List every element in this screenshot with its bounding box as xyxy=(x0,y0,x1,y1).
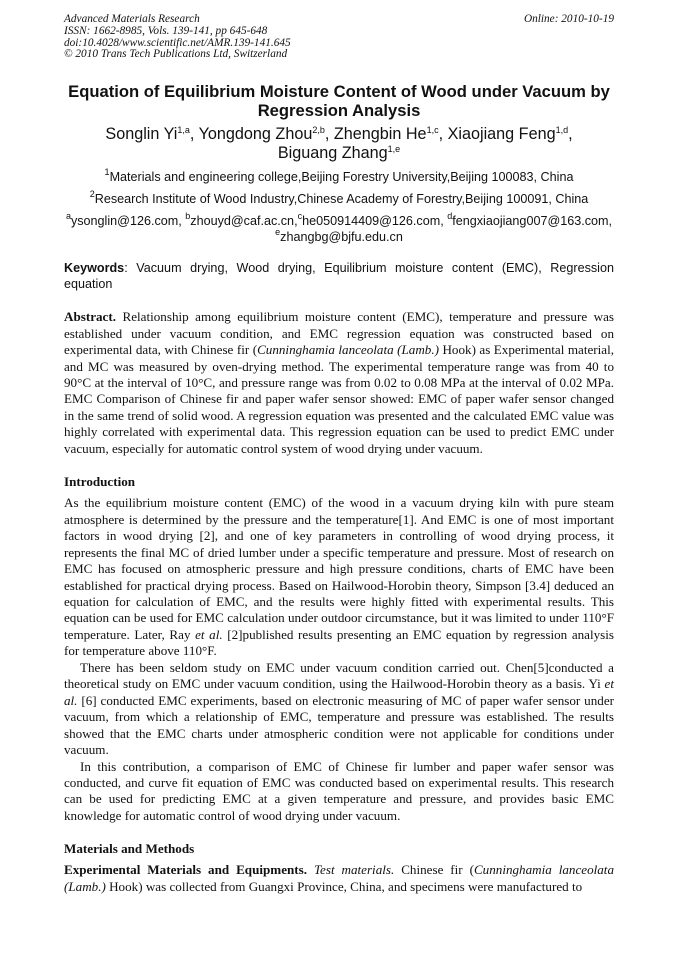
species-name: Cunninghamia lanceolata (Lamb.) xyxy=(64,862,614,894)
intro-paragraph-3: In this contribution, a comparison of EMC of Chinese fir lumber and paper wafer sensor was conducted, and curve fit equation of EMC was conducted based on experimental results. This research can be used for predicting EMC at a given temperature and pressure, and provides basic EMC knowledge for automatic control of wood drying under vacuum. xyxy=(64,758,614,823)
author-list: Songlin Yi$^{1,a}$, Yongdong Zhou$^{2,b}$, Zhengbin He$^{1,c}$, Xiaojiang Feng$^{1,d}$, Biguang Zhang$^{1,e}$ xyxy=(105,125,573,163)
copyright: © 2010 Trans Tech Publications Ltd, Switzerland xyxy=(64,48,288,61)
text: [6] conducted EMC experiments, based on electronic measuring of MC of paper wafer sensor under vacuum, from which a relationship of EMC, temperature and pressure was established. The results showed that the EMC charts under atmospheric condition were not applicable for conditions under vacuum. xyxy=(64,692,614,758)
text-italic: et al. xyxy=(64,676,614,708)
author-sup: 1,a xyxy=(177,125,190,136)
email[interactable]: fengxiaojiang007@163.com xyxy=(452,214,609,229)
text: [2]published results presenting an EMC equation by regression analysis for temperature above 110°F. xyxy=(64,626,614,659)
email[interactable]: zhangbg@bjfu.edu.cn xyxy=(280,230,403,245)
text-italic: et al. xyxy=(195,626,223,642)
section-heading-introduction: Introduction xyxy=(64,474,136,490)
text: As the equilibrium moisture content (EMC) of the wood in a vacuum drying kiln with pure steam atmosphere is determined by the pressure and the temperature[1]. And EMC is one of most important factors in wood drying [2], and one of key parameters in controlling of wood drying process, it represents the final MC of dried lumber under a specific temperature and pressure. Most of research on EMC has focused on atmospheric pressure and high pressure conditions, charts of EMC have been established for practical drying process. Based on Hailwood-Horobin theory, Simpson [3.4] deduced an equation for calculation of EMC, and the results were highly fitted with experimental results. This equation can be used for EMC calculation under outdoor circumstance, but it was limited to under 110°F temperature. Later, Ray xyxy=(64,495,614,642)
issn: ISSN: 1662-8985, Vols. 139-141, pp 645-648 xyxy=(64,24,268,37)
email-list: $^a$ysonglin@126.com, $^b$zhouyd@caf.ac.cn,$^c$he050914409@126.com, $^d$fengxiaojiang007@163.com, $^e$zhangbg@bjfu.edu.cn xyxy=(65,211,613,245)
text: Hook) as Experimental material, and MC was measured by oven-drying method. The experimental temperature range was from 40 to 90°C at the interval of 10°C, and pressure range was from 0.02 to 0.08 MPa at the interval of 0.02 MPa. EMC Comparison of Chinese fir and paper wafer sensor showed: EMC of paper wafer sensor changed in the same trend of solid wood. A regression equation was presented and the calculated EMC value was highly correlated with experimental data. This regression equation can be used to predict EMC under vacuum, especially for automatic control system of wood drying under vacuum. xyxy=(64,342,614,456)
author: Zhengbin He xyxy=(333,125,427,144)
methods-paragraph xyxy=(64,862,614,895)
aff-sup: 1 xyxy=(104,167,110,178)
author: Xiaojiang Feng xyxy=(447,125,556,144)
text: Hook) was collected from Guangxi Province, China, and specimens were manufactured to xyxy=(105,878,583,894)
doi: doi:10.4028/www.scientific.net/AMR.139-141.645 xyxy=(64,36,291,49)
author-sup: 1,d xyxy=(555,125,569,136)
author-sup: 2,b xyxy=(312,125,325,136)
online-date: Online: 2010-10-19 xyxy=(523,13,614,25)
aff-text: Materials and engineering college,Beijing Forestry University,Beijing 100083, China xyxy=(109,170,574,185)
author-sup: 1,c xyxy=(426,125,439,136)
email-sup: c xyxy=(297,211,303,222)
author: Songlin Yi xyxy=(105,125,178,144)
journal-name: Advanced Materials Research xyxy=(64,13,200,25)
email[interactable]: zhouyd@caf.ac.cn xyxy=(190,214,295,229)
email[interactable]: he050914409@126.com xyxy=(302,214,441,229)
subheading: Experimental Materials and Equipments. xyxy=(64,862,308,878)
aff-text: Research Institute of Wood Industry,Chinese Academy of Forestry,Beijing 100091, China xyxy=(94,192,589,207)
text: Relationship among equilibrium moisture content (EMC), temperature and pressure was established under vacuum condition, and EMC regression equation was constructed based on experimental data, with Chinese fir ( xyxy=(64,309,614,358)
section-heading-methods: Materials and Methods xyxy=(64,841,195,857)
email-sup: e xyxy=(275,227,281,238)
paper-title: Equation of Equilibrium Moisture Content of Wood under Vacuum by Regression Analysis xyxy=(68,82,610,121)
affiliation-1 xyxy=(64,169,614,185)
intro-paragraph-2 xyxy=(64,660,614,759)
intro-paragraph-1 xyxy=(64,495,614,660)
email-sup: d xyxy=(447,211,453,222)
aff-sup: 2 xyxy=(89,189,95,200)
email-sup: a xyxy=(65,211,71,222)
keywords xyxy=(64,261,614,292)
abstract-label: Abstract. xyxy=(64,309,116,325)
affiliation-2 xyxy=(64,191,614,207)
email[interactable]: ysonglin@126.com xyxy=(70,214,179,229)
species-name: Cunninghamia lanceolata (Lamb.) xyxy=(257,342,439,358)
author-sup: 1,e xyxy=(387,144,401,155)
abstract xyxy=(64,309,614,457)
text: There has been seldom study on EMC under vacuum condition carried out. Chen[5]conducted a theoretical study on EMC under vacuum condition, using the Hailwood-Horobin theory as a basis. Yi xyxy=(64,659,614,692)
email-sup: b xyxy=(185,211,191,222)
keywords-text: : Vacuum drying, Wood drying, Equilibrium moisture content (EMC), Regression equation xyxy=(64,261,614,291)
text-italic: Test materials. xyxy=(307,862,395,878)
author: Yongdong Zhou xyxy=(198,125,313,144)
text: Chinese fir ( xyxy=(394,862,474,878)
keywords-label: Keywords xyxy=(64,261,125,276)
author: Biguang Zhang xyxy=(277,144,388,163)
